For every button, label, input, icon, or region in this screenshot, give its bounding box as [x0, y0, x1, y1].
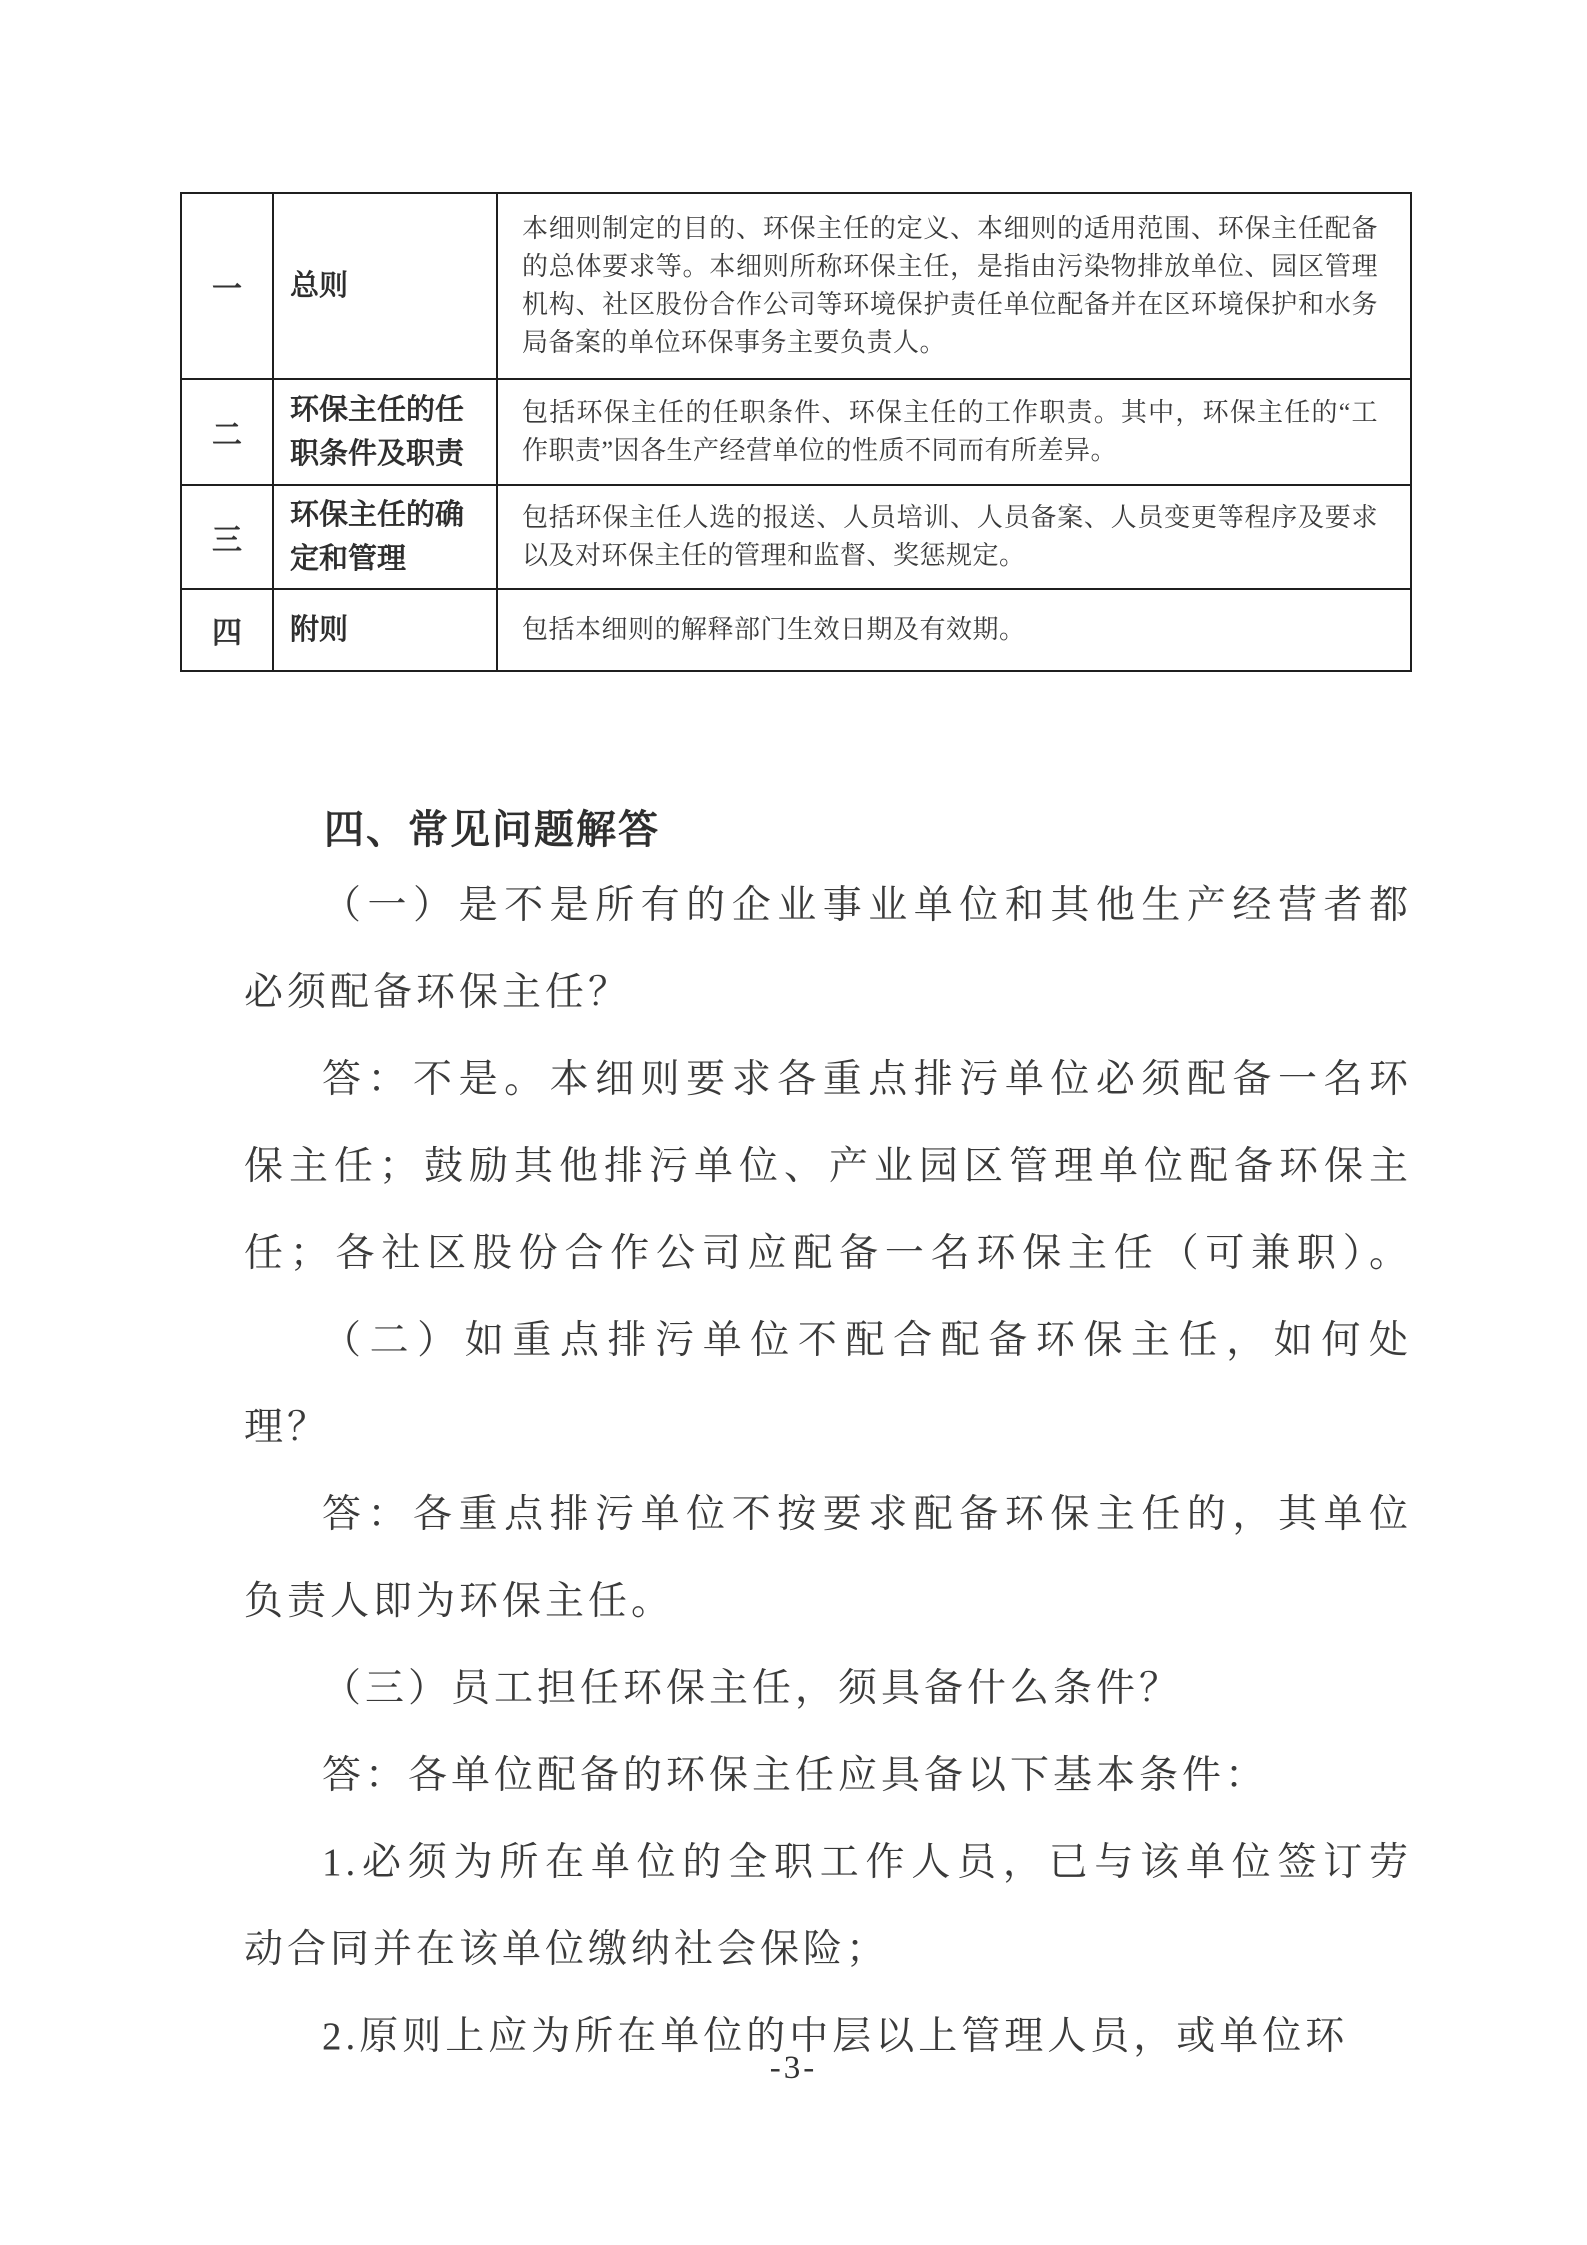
paragraph-line: 理？ [244, 1406, 331, 1449]
paragraph-line: 答：不是。本细则要求各重点排污单位必须配备一名环 [322, 1058, 1412, 1101]
page-number: -3- [769, 2050, 818, 2086]
table-row [181, 193, 1411, 379]
paragraph-line: 动合同并在该单位缴纳社会保险； [244, 1928, 890, 1971]
row-title: 环保主任的任职条件及职责 [273, 379, 497, 485]
paragraph-line: （二）如重点排污单位不配合配备环保主任，如何处 [322, 1319, 1412, 1362]
row-index: 四 [181, 589, 273, 671]
row-title: 附则 [273, 589, 497, 671]
row-title: 总则 [273, 193, 497, 379]
section-heading: 四、常见问题解答 [324, 808, 660, 852]
overview-table [180, 192, 1412, 672]
table-row [181, 485, 1411, 589]
row-description: 包括本细则的解释部门生效日期及有效期。 [497, 589, 1411, 671]
table-row [181, 589, 1411, 671]
row-index: 一 [181, 193, 273, 379]
paragraph-line: 答：各单位配备的环保主任应具备以下基本条件： [322, 1754, 1269, 1797]
row-title: 环保主任的确定和管理 [273, 485, 497, 589]
row-index: 三 [181, 485, 273, 589]
page-content [180, 192, 1412, 2080]
row-index: 二 [181, 379, 273, 485]
row-description: 本细则制定的目的、环保主任的定义、本细则的适用范围、环保主任配备的总体要求等。本细则所称环保主任，是指由污染物排放单位、园区管理机构、社区股份合作公司等环境保护责任单位配备并在区环境保护和水务局备案的单位环保事务主要负责人。 [497, 193, 1411, 379]
table-row [181, 379, 1411, 485]
paragraph-line: （一）是不是所有的企业事业单位和其他生产经营者都 [322, 884, 1412, 927]
paragraph-line: （三）员工担任环保主任，须具备什么条件？ [322, 1667, 1183, 1710]
paragraph-line: 负责人即为环保主任。 [244, 1580, 675, 1623]
paragraph-line: 必须配备环保主任？ [244, 971, 632, 1014]
paragraph-line: 1.必须为所在单位的全职工作人员，已与该单位签订劳 [322, 1841, 1412, 1884]
paragraph-line: 2.原则上应为所在单位的中层以上管理人员，或单位环 [322, 2015, 1349, 2058]
row-description: 包括环保主任人选的报送、人员培训、人员备案、人员变更等程序及要求以及对环保主任的管理和监督、奖惩规定。 [497, 485, 1411, 589]
row-description: 包括环保主任的任职条件、环保主任的工作职责。其中，环保主任的“工作职责”因各生产经营单位的性质不同而有所差异。 [497, 379, 1411, 485]
paragraph-line: 任；各社区股份合作公司应配备一名环保主任（可兼职）。 [244, 1232, 1412, 1275]
paragraph-line: 答：各重点排污单位不按要求配备环保主任的，其单位 [322, 1493, 1412, 1536]
faq-section [244, 802, 1412, 2080]
paragraph-line: 保主任；鼓励其他排污单位、产业园区管理单位配备环保主 [244, 1145, 1412, 1188]
